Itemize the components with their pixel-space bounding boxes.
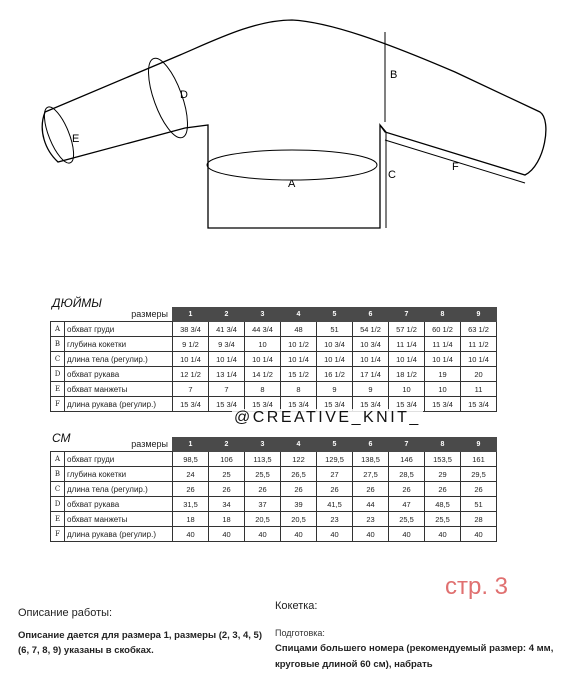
table-cell: 40 [209,527,245,542]
sizes-label: размеры [51,438,173,452]
table-cell: 44 3/4 [245,322,281,337]
row-letter: F [51,527,65,542]
table-cell: 10 1/2 [281,337,317,352]
table-cell: 27,5 [353,467,389,482]
table-cell: 161 [461,452,497,467]
row-label: обхват груди [65,452,173,467]
table-cell: 41 3/4 [209,322,245,337]
table-cell: 11 1/4 [389,337,425,352]
table-cell: 8 [245,382,281,397]
label-e: E [72,133,80,145]
table-cell: 9 [353,382,389,397]
row-label: длина рукава (регулир.) [65,527,173,542]
table-row [51,467,497,482]
table-cell: 23 [353,512,389,527]
table-cell: 37 [245,497,281,512]
table-cell: 26 [425,482,461,497]
table-cell: 10 [245,337,281,352]
cm-size-table [50,437,497,542]
table-cell: 26 [281,482,317,497]
table-cell: 25,5 [245,467,281,482]
table-cell: 47 [389,497,425,512]
table-cell: 26 [209,482,245,497]
cm-unit-label: СМ [52,431,71,445]
table-cell: 9 3/4 [209,337,245,352]
row-letter: D [51,497,65,512]
table-cell: 15 3/4 [209,397,245,412]
row-letter: E [51,382,65,397]
row-label: обхват груди [65,322,173,337]
table-cell: 40 [425,527,461,542]
size-header: 6 [353,438,389,452]
table-cell: 10 [425,382,461,397]
page-number: стр. 3 [445,573,509,600]
sizes-label: размеры [51,308,173,322]
size-header: 9 [461,438,497,452]
size-header: 6 [353,308,389,322]
size-header: 3 [245,308,281,322]
table-cell: 14 1/2 [245,367,281,382]
table-cell: 15 3/4 [461,397,497,412]
size-header: 5 [317,308,353,322]
table-cell: 10 1/4 [173,352,209,367]
table-cell: 40 [245,527,281,542]
size-header: 1 [173,438,209,452]
label-c: C [388,169,396,181]
label-b: B [390,69,398,81]
row-letter: E [51,512,65,527]
preparation-body: Спицами большего номера (рекомендуемый размер: 4 мм, круговые длиной 60 см), набрать [275,643,554,670]
table-cell: 11 [461,382,497,397]
table-cell: 23 [317,512,353,527]
table-cell: 26 [389,482,425,497]
table-cell: 26 [245,482,281,497]
table-cell: 18 [209,512,245,527]
table-row [51,497,497,512]
table-cell: 54 1/2 [353,322,389,337]
row-letter: B [51,337,65,352]
table-cell: 15 1/2 [281,367,317,382]
size-header: 1 [173,308,209,322]
row-letter: C [51,352,65,367]
table-cell: 122 [281,452,317,467]
table-cell: 8 [281,382,317,397]
table-cell: 7 [173,382,209,397]
table-cell: 146 [389,452,425,467]
table-cell: 29 [425,467,461,482]
size-header: 4 [281,438,317,452]
inches-unit-label: ДЮЙМЫ [52,296,102,310]
row-letter: F [51,397,65,412]
table-row [51,367,497,382]
table-cell: 28,5 [389,467,425,482]
table-cell: 10 1/4 [317,352,353,367]
table-cell: 10 1/4 [353,352,389,367]
table-cell: 17 1/4 [353,367,389,382]
cm-header-row [51,438,497,452]
table-cell: 34 [209,497,245,512]
table-cell: 51 [461,497,497,512]
sweater-outline [42,20,546,228]
table-row [51,527,497,542]
row-letter: A [51,322,65,337]
table-cell: 44 [353,497,389,512]
inches-size-table [50,307,497,412]
label-d: D [180,89,188,101]
table-cell: 7 [209,382,245,397]
table-cell: 41,5 [317,497,353,512]
table-cell: 11 1/4 [425,337,461,352]
table-cell: 40 [173,527,209,542]
chest-ellipse [207,150,377,180]
table-cell: 13 1/4 [209,367,245,382]
size-header: 3 [245,438,281,452]
table-cell: 113,5 [245,452,281,467]
table-row [51,512,497,527]
size-header: 5 [317,438,353,452]
row-label: длина рукава (регулир.) [65,397,173,412]
label-f: F [452,161,459,173]
size-header: 7 [389,308,425,322]
table-cell: 15 3/4 [425,397,461,412]
table-cell: 20,5 [245,512,281,527]
table-cell: 12 1/2 [173,367,209,382]
row-label: обхват манжеты [65,382,173,397]
table-cell: 9 1/2 [173,337,209,352]
table-cell: 11 1/2 [461,337,497,352]
row-letter: B [51,467,65,482]
table-cell: 15 3/4 [281,397,317,412]
row-label: обхват манжеты [65,512,173,527]
table-cell: 15 3/4 [245,397,281,412]
table-cell: 26 [461,482,497,497]
inches-header-row [51,308,497,322]
table-cell: 18 1/2 [389,367,425,382]
table-cell: 60 1/2 [425,322,461,337]
table-cell: 38 3/4 [173,322,209,337]
table-cell: 10 3/4 [353,337,389,352]
table-cell: 9 [317,382,353,397]
row-letter: A [51,452,65,467]
table-cell: 18 [173,512,209,527]
table-cell: 40 [317,527,353,542]
table-cell: 20,5 [281,512,317,527]
sweater-schematic [0,0,575,290]
table-cell: 10 1/4 [389,352,425,367]
table-cell: 19 [425,367,461,382]
size-header: 2 [209,438,245,452]
row-letter: D [51,367,65,382]
table-cell: 25,5 [425,512,461,527]
table-cell: 24 [173,467,209,482]
table-row [51,322,497,337]
table-cell: 10 1/4 [281,352,317,367]
size-header: 8 [425,438,461,452]
table-cell: 40 [281,527,317,542]
table-cell: 31,5 [173,497,209,512]
description-body: Описание дается для размера 1, размеры (2, 3, 4, 5) (6, 7, 8, 9) указаны в скобках. [18,630,263,656]
watermark: @CREATIVE_KNIT_ [234,409,421,426]
table-cell: 153,5 [425,452,461,467]
table-cell: 106 [209,452,245,467]
table-cell: 63 1/2 [461,322,497,337]
table-row [51,352,497,367]
table-cell: 25 [209,467,245,482]
table-row [51,337,497,352]
label-a: A [288,178,296,190]
size-header: 2 [209,308,245,322]
table-cell: 40 [461,527,497,542]
table-cell: 27 [317,467,353,482]
table-cell: 51 [317,322,353,337]
table-cell: 10 1/4 [425,352,461,367]
size-header: 8 [425,308,461,322]
yoke-title: Кокетка: [275,600,318,612]
table-cell: 15 3/4 [389,397,425,412]
table-cell: 10 1/4 [209,352,245,367]
size-header: 4 [281,308,317,322]
table-cell: 26 [173,482,209,497]
table-cell: 138,5 [353,452,389,467]
size-header: 9 [461,308,497,322]
table-cell: 20 [461,367,497,382]
table-cell: 26 [353,482,389,497]
table-cell: 48 [281,322,317,337]
preparation-title: Подготовка: [275,628,325,638]
table-cell: 129,5 [317,452,353,467]
table-cell: 98,5 [173,452,209,467]
table-cell: 29,5 [461,467,497,482]
table-cell: 28 [461,512,497,527]
table-cell: 15 3/4 [173,397,209,412]
table-cell: 40 [389,527,425,542]
table-cell: 15 3/4 [317,397,353,412]
table-cell: 39 [281,497,317,512]
row-label: длина тела (регулир.) [65,482,173,497]
row-label: длина тела (регулир.) [65,352,173,367]
table-cell: 15 3/4 [353,397,389,412]
table-cell: 10 1/4 [245,352,281,367]
table-cell: 10 3/4 [317,337,353,352]
table-cell: 26 [317,482,353,497]
table-row [51,382,497,397]
table-cell: 48,5 [425,497,461,512]
row-letter: C [51,482,65,497]
row-label: глубина кокетки [65,337,173,352]
table-cell: 26,5 [281,467,317,482]
row-label: глубина кокетки [65,467,173,482]
table-cell: 25,5 [389,512,425,527]
table-cell: 10 [389,382,425,397]
table-cell: 10 1/4 [461,352,497,367]
row-label: обхват рукава [65,497,173,512]
table-row [51,482,497,497]
row-label: обхват рукава [65,367,173,382]
table-cell: 16 1/2 [317,367,353,382]
size-header: 7 [389,438,425,452]
table-cell: 57 1/2 [389,322,425,337]
table-row [51,452,497,467]
description-title: Описание работы: [18,607,113,619]
table-cell: 40 [353,527,389,542]
